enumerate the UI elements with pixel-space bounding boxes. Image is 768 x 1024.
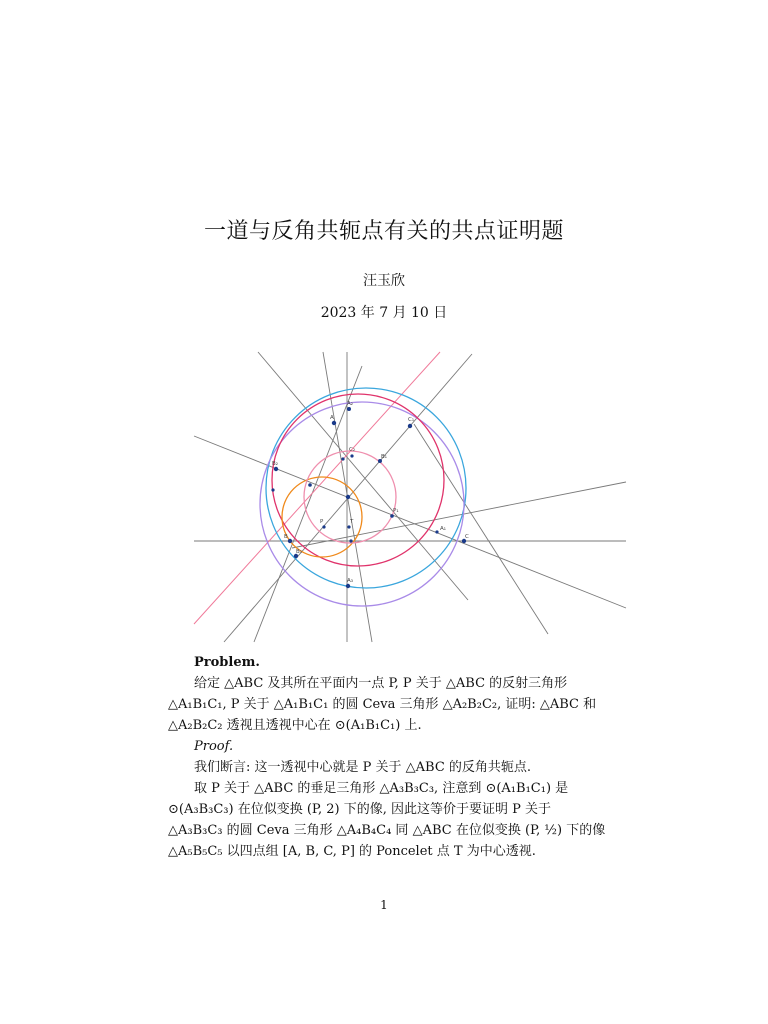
label-B3: B₃ (296, 549, 302, 555)
point (346, 495, 350, 499)
red-circle (272, 394, 444, 566)
page-number: 1 (380, 898, 388, 912)
label-B1: B₁ (381, 454, 387, 460)
point (346, 584, 350, 588)
orange-circle (282, 477, 362, 557)
point (271, 488, 274, 491)
paper-body (168, 652, 608, 862)
label-C: C (465, 534, 469, 540)
problem-text: 给定 △ABC 及其所在平面内一点 P, P 关于 △ABC 的反射三角形 △A₁B₁C₁, P 关于 △A₁B₁C₁ 的圆 Ceva 三角形 △A₂B₂C₂, 证明: △ABC 和 △A₂B₂C₂ 透视且透视中心在 ⊙(A₁B₁C₁) 上. (168, 676, 597, 733)
point (350, 454, 353, 457)
author: 汪玉欣 (363, 273, 405, 289)
point (349, 539, 352, 542)
label-A2: A₂ (347, 401, 353, 407)
proof-label: Proof. (194, 739, 234, 754)
pink-line (194, 352, 440, 624)
geometry-figure (190, 350, 630, 646)
point (347, 525, 350, 528)
proof-paragraph-2: 取 P 关于 △ABC 的垂足三角形 △A₃B₃C₃, 注意到 ⊙(A₁B₁C₁) 是 ⊙(A₃B₃C₃) 在位似变换 (P, 2) 下的像, 因此这等价于要证明 P 关于 △A₃B₃C₃ 的圆 Ceva 三角形 △A₄B₄C₄ 同 △ABC 在位似变换 (P, ½) 下的像 △A₅B₅C₅ 以四点组 [A, B, C, P] 的 Poncelet 点 T 为中心透视. (168, 781, 606, 859)
line (258, 352, 468, 600)
label-C1: C₁ (408, 417, 415, 423)
point (274, 467, 278, 471)
violet-circle (260, 402, 464, 606)
label-C2: C₂ (349, 447, 356, 453)
point (341, 457, 344, 460)
line (292, 482, 626, 548)
point (408, 424, 412, 428)
point (308, 483, 312, 487)
line (194, 436, 626, 608)
point (332, 421, 336, 425)
point (390, 514, 394, 518)
date: 2023 年 7 月 10 日 (320, 305, 448, 321)
problem-heading: Problem. (194, 655, 260, 670)
label-A1: A₁ (440, 526, 446, 532)
line (414, 424, 548, 634)
proof-paragraph-1: 我们断言: 这一透视中心就是 P 关于 △ABC 的反角共轭点. (194, 760, 532, 775)
point (322, 525, 325, 528)
label-A: A (330, 415, 334, 421)
point (288, 539, 292, 543)
label-A3: A₃ (347, 578, 353, 584)
label-P: P (320, 519, 324, 525)
line (254, 366, 362, 642)
label-P1: P₁ (393, 508, 399, 514)
point (435, 530, 438, 533)
point (347, 407, 351, 411)
label-T: T (350, 519, 354, 525)
label-B: B (284, 534, 288, 540)
label-B2: B₂ (272, 461, 278, 467)
paper-title: 一道与反角共轭点有关的共点证明题 (203, 219, 564, 244)
